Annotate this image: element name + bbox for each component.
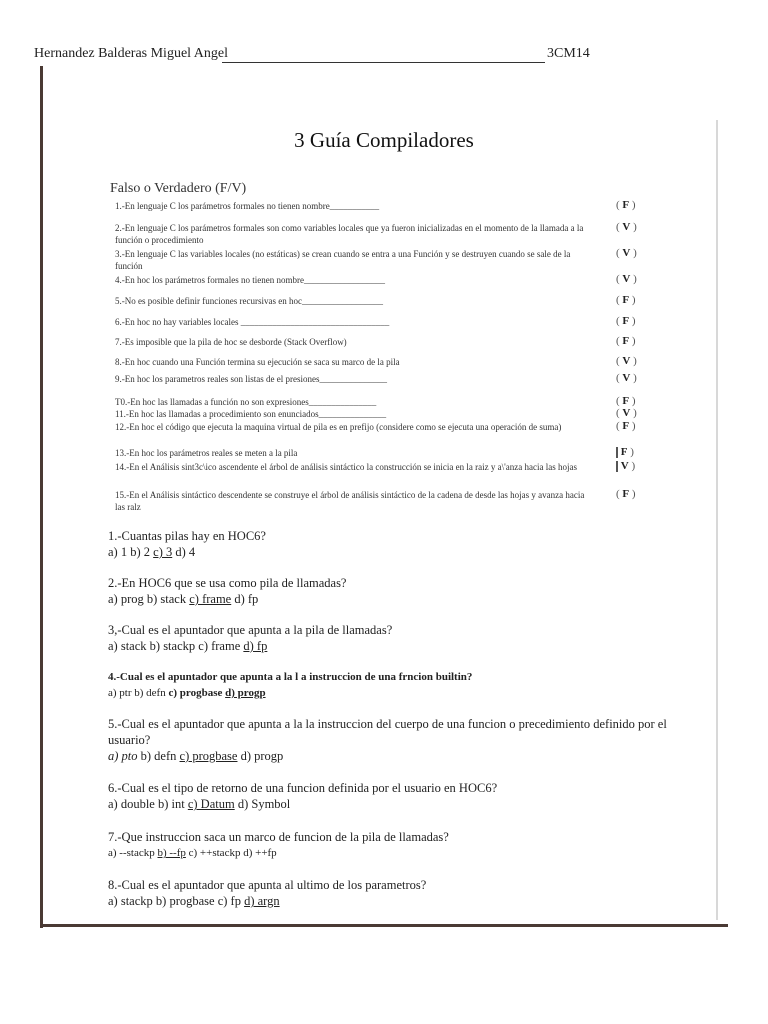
options <box>108 544 688 560</box>
options <box>108 638 688 654</box>
answer-value: V <box>622 372 631 384</box>
option-d: d) progp <box>225 687 266 699</box>
page-border-right <box>716 120 718 920</box>
statement-3: 3.-En lenguaje C las variables locales (no estáticas) se crean cuando se entra a una Función y se destruyen cuando se sale de la función <box>115 249 571 271</box>
question-6 <box>108 780 688 812</box>
option-a: a) 1 <box>108 545 128 559</box>
answer-value: F <box>622 420 630 432</box>
answer-8: ( V ) <box>616 355 637 367</box>
question-1 <box>108 528 688 560</box>
statement-2: 2.-En lenguaje C los parámetros formales son como variables locales que ya fueron inicializadas en el momento de la llamada a la función o procedimiento <box>115 223 584 245</box>
student-group: 3CM14 <box>547 46 590 61</box>
answer-1: ( F ) <box>616 199 636 211</box>
option-b: b) stackp <box>149 639 196 653</box>
option-a: a) ptr <box>108 687 132 699</box>
answer-value: F <box>622 335 630 347</box>
answer-value: V <box>622 221 631 233</box>
answer-5: ( F ) <box>616 294 636 306</box>
option-d: d) fp <box>243 639 268 653</box>
option-a: a) stack <box>108 639 147 653</box>
option-b: b) progbase <box>155 894 215 908</box>
option-d: d) fp <box>234 592 259 606</box>
answer-9: ( V ) <box>616 372 637 384</box>
question-text: 6.-Cual es el tipo de retorno de una funcion definida por el usuario en HOC6? <box>108 781 498 795</box>
answer-7: ( F ) <box>616 335 636 347</box>
statement-12: 12.-En hoc el código que ejecuta la maquina virtual de pila es en prefijo (considere como se ejecuta una operación de suma) <box>115 422 562 432</box>
options <box>108 796 688 812</box>
statement-8: 8.-En hoc cuando una Función termina su ejecución se saca su marco de la pila <box>115 357 400 367</box>
statement-11: 11.-En hoc las llamadas a procedimiento son enunciados_______________ <box>115 409 387 419</box>
question-text: 8.-Cual es el apuntador que apunta al ultimo de los parametros? <box>108 878 427 892</box>
options <box>108 748 688 764</box>
bracket-mark <box>616 461 618 472</box>
student-name: Hernandez Balderas Miguel Angel <box>34 46 228 61</box>
answer-value: V <box>622 247 631 259</box>
answer-value: F <box>622 488 630 500</box>
answer-10: ( F ) <box>616 395 636 407</box>
answer-value: F <box>622 315 630 327</box>
option-c: c) progbase <box>179 749 238 763</box>
answer-value: V <box>622 273 631 285</box>
option-d: d) argn <box>244 894 280 908</box>
option-c: c) frame <box>198 639 241 653</box>
options <box>108 893 688 909</box>
statement-6: 6.-En hoc no hay variables locales _________________________________ <box>115 317 390 327</box>
answer-6: ( F ) <box>616 315 636 327</box>
option-d: d) Symbol <box>237 797 291 811</box>
option-c: c) 3 <box>153 545 173 559</box>
question-text: 4.-Cual es el apuntador que apunta a la l a instruccion de una frncion builtin? <box>108 671 473 683</box>
statement-15: 15.-En el Análisis sintáctico descendente se construye el árbol de análisis sintáctico de la cadena de desde las hojas y avanza hacia las ralz <box>115 490 585 512</box>
answer-3: ( V ) <box>616 247 637 259</box>
question-text: 1.-Cuantas pilas hay en HOC6? <box>108 529 266 543</box>
answer-2: ( V ) <box>616 221 637 233</box>
answer-value: V <box>620 460 629 472</box>
question-8 <box>108 877 688 909</box>
options <box>108 845 688 861</box>
statement-14: 14.-En el Análisis sint3c\ico ascendente el árbol de análisis sintáctico la construcción se inicia en la raiz y a\'anza hacia las hojas <box>115 462 577 472</box>
option-c: c) fp <box>217 894 241 908</box>
option-d: d) progp <box>240 749 284 763</box>
option-b: b) 2 <box>130 545 151 559</box>
question-text: 7.-Que instruccion saca un marco de funcion de la pila de llamadas? <box>108 830 449 844</box>
statement-1: 1.-En lenguaje C los parámetros formales no tienen nombre___________ <box>115 201 380 211</box>
option-b: b) int <box>157 797 185 811</box>
option-a: a) pto <box>108 749 138 763</box>
answer-value: F <box>622 294 630 306</box>
option-b: b) --fp <box>157 847 186 859</box>
statement-13: 13.-En hoc los parámetros reales se meten a la pila <box>115 448 298 458</box>
question-text: 3,-Cual es el apuntador que apunta a la pila de llamadas? <box>108 623 393 637</box>
question-3 <box>108 622 688 654</box>
section-title: Falso o Verdadero (F/V) <box>110 181 247 196</box>
statement-7: 7.-Es imposible que la pila de hoc se desborde (Stack Overflow) <box>115 337 347 347</box>
option-d: d) 4 <box>175 545 196 559</box>
option-b: b) defn <box>134 687 166 699</box>
answer-4: ( V ) <box>616 273 637 285</box>
answer-value: F <box>622 395 630 407</box>
answer-12: ( F ) <box>616 420 636 432</box>
answer-14: V ) <box>616 460 672 472</box>
question-7 <box>108 829 688 861</box>
answer-11: ( V ) <box>616 407 637 419</box>
option-c: c) ++stackp <box>188 847 241 859</box>
question-text: 2.-En HOC6 que se usa como pila de llamadas? <box>108 576 347 590</box>
option-c: c) Datum <box>187 797 235 811</box>
option-c: c) progbase <box>168 687 223 699</box>
page-border-left <box>40 66 43 928</box>
answer-13: F ) <box>616 446 672 458</box>
options <box>108 591 688 607</box>
answer-15: ( F ) <box>616 488 636 500</box>
question-text: 5.-Cual es el apuntador que apunta a la la instruccion del cuerpo de una funcion o precedimiento definido por el usuario? <box>108 717 667 747</box>
option-c: c) frame <box>189 592 232 606</box>
question-4 <box>108 669 688 701</box>
question-5 <box>108 716 688 764</box>
header-underline <box>222 62 545 63</box>
option-b: b) defn <box>140 749 177 763</box>
answer-value: F <box>620 446 628 458</box>
bracket-mark <box>616 447 618 458</box>
page-title: 3 Guía Compiladores <box>294 128 474 152</box>
statement-10: T0.-En hoc las llamadas a función no son expresiones_______________ <box>115 397 377 407</box>
option-d: d) ++fp <box>243 847 277 859</box>
statement-4: 4.-En hoc los parámetros formales no tienen nombre__________________ <box>115 275 385 285</box>
question-2 <box>108 575 688 607</box>
option-a: a) stackp <box>108 894 153 908</box>
page-border-bottom <box>42 924 728 927</box>
option-a: a) double <box>108 797 155 811</box>
statement-5: 5.-No es posible definir funciones recursivas en hoc__________________ <box>115 296 383 306</box>
option-a: a) prog <box>108 592 144 606</box>
answer-value: V <box>622 355 631 367</box>
options <box>108 685 688 701</box>
statement-9: 9.-En hoc los parametros reales son listas de el presiones_______________ <box>115 374 387 384</box>
option-a: a) --stackp <box>108 847 155 859</box>
answer-value: F <box>622 199 630 211</box>
option-b: b) stack <box>146 592 187 606</box>
answer-value: V <box>622 407 631 419</box>
